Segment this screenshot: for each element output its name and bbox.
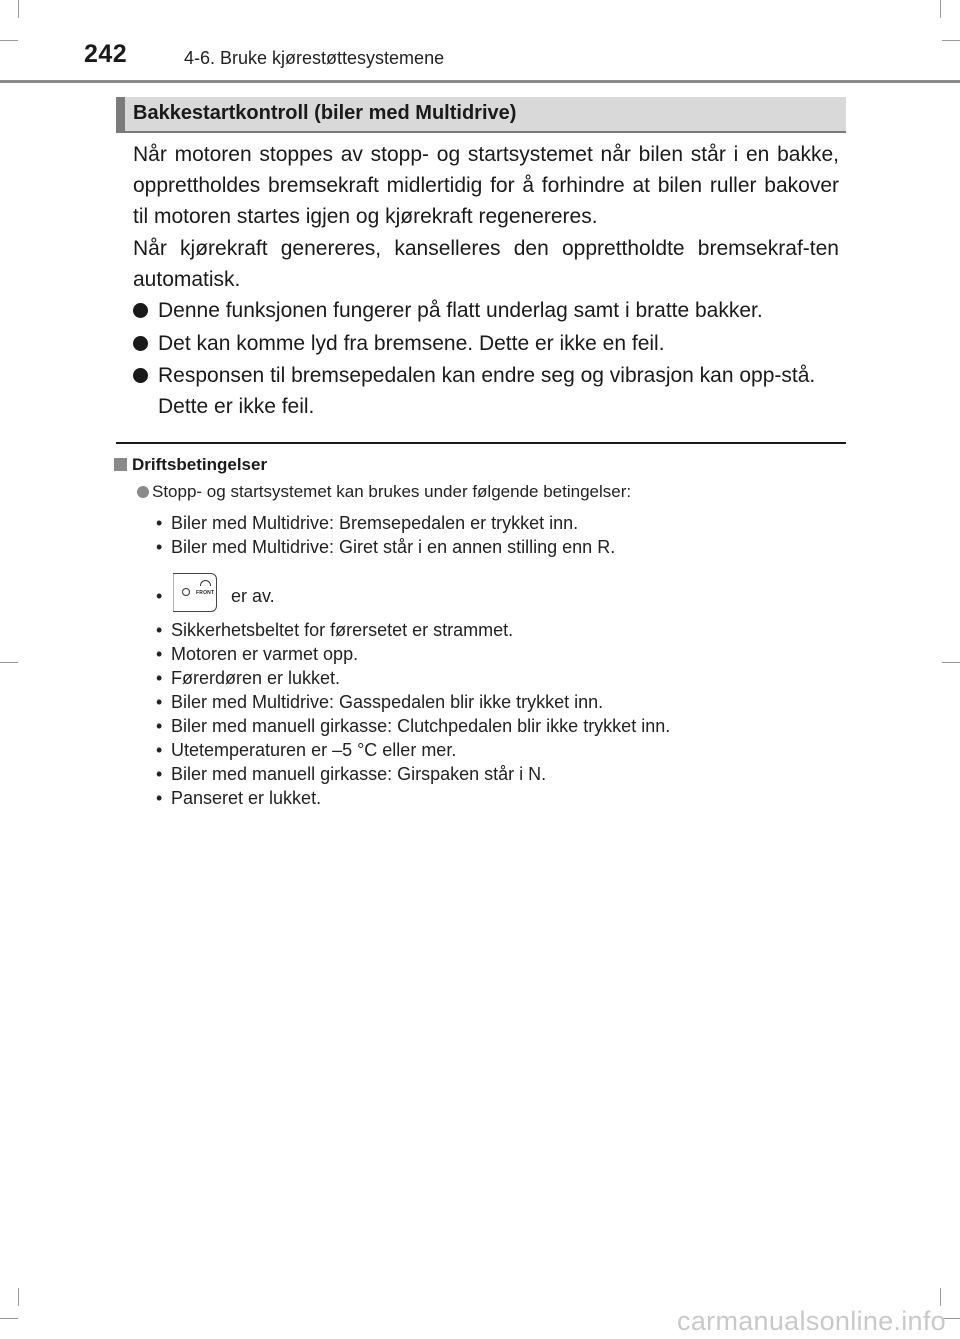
bullet-text: Responsen til bremsepedalen kan endre seg og vibrasjon kan opp-stå. Dette er ikke feil.: [158, 364, 816, 418]
condition-item: [156, 584, 171, 608]
crop-mark: [18, 0, 19, 18]
bullet-glyph: •: [156, 644, 163, 664]
page-number: 242: [84, 40, 128, 68]
condition-text: Biler med manuell girkasse: Girspaken står i N.: [171, 764, 547, 784]
crop-mark: [18, 1288, 19, 1306]
crop-mark: [942, 662, 960, 663]
condition-text: Utetemperaturen er –5 °C eller mer.: [171, 740, 457, 760]
bullet-item: [133, 360, 843, 422]
bullet-glyph: •: [156, 620, 163, 640]
gray-bullet-icon: [137, 486, 149, 498]
crop-mark: [0, 40, 18, 41]
indicator-light-icon: [182, 588, 190, 596]
watermark: carmanualsonline.info: [677, 1306, 946, 1336]
crop-mark: [0, 662, 18, 663]
paragraph: Når motoren stoppes av stopp- og startsystemet når bilen står i en bakke, opprettholdes bremsekraft midlertidig for å forhindre at bilen ruller bakover til motoren startes igjen og kjørekraft regenereres.: [133, 143, 839, 228]
condition-item: [156, 535, 615, 559]
condition-text: Biler med manuell girkasse: Clutchpedalen blir ikke trykket inn.: [171, 716, 671, 736]
bullet-dot-icon: [133, 336, 148, 351]
bullet-glyph: •: [156, 764, 163, 784]
button-label: FRONT: [196, 590, 215, 596]
crop-mark: [940, 1288, 941, 1306]
condition-item: [156, 690, 603, 714]
windshield-icon: [200, 580, 211, 586]
condition-text: Motoren er varmet opp.: [171, 644, 359, 664]
bullet-item: [133, 295, 843, 326]
bullet-dot-icon: [133, 303, 148, 318]
condition-item: [156, 738, 456, 762]
subsection-heading: [114, 455, 267, 475]
condition-item: [156, 786, 321, 810]
bullet-glyph: •: [156, 668, 163, 688]
condition-text: Førerdøren er lukket.: [171, 668, 341, 688]
condition-text: Sikkerhetsbeltet for førersetet er strammet.: [171, 620, 514, 640]
condition-item: [156, 666, 340, 690]
condition-text: Biler med Multidrive: Gasspedalen blir ikke trykket inn.: [171, 692, 604, 712]
header-rule: [0, 80, 960, 83]
condition-item: [156, 642, 358, 666]
condition-item: [156, 714, 670, 738]
bullet-text: Det kan komme lyd fra bremsene. Dette er ikke en feil.: [158, 332, 665, 355]
subsection-heading-text: Driftsbetingelser: [132, 455, 268, 474]
bullet-glyph: •: [156, 716, 163, 736]
condition-item: [156, 618, 513, 642]
bullet-glyph: •: [156, 537, 163, 557]
condition-item: [156, 762, 546, 786]
section-divider: [116, 442, 846, 444]
conditions-intro-text: Stopp- og startsystemet kan brukes under følgende betingelser:: [152, 482, 632, 501]
section-title-bar: [116, 97, 846, 133]
front-defogger-button-icon: [173, 573, 217, 612]
condition-text: Biler med Multidrive: Giret står i en annen stilling enn R.: [171, 537, 616, 557]
paragraph: Når kjørekraft genereres, kanselleres den opprettholdte bremsekraf-ten automatisk.: [133, 237, 839, 291]
condition-text: Panseret er lukket.: [171, 788, 322, 808]
bullet-item: [133, 328, 843, 359]
bullet-glyph: •: [156, 788, 163, 808]
bullet-glyph: •: [156, 513, 163, 533]
crop-mark: [942, 40, 960, 41]
condition-text: er av.: [231, 586, 275, 606]
bullet-glyph: •: [156, 586, 163, 606]
condition-text: Biler med Multidrive: Bremsepedalen er trykket inn.: [171, 513, 579, 533]
square-bullet-icon: [114, 458, 127, 471]
condition-item: [156, 511, 578, 535]
bullet-text: Denne funksjonen fungerer på flatt underlag samt i bratte bakker.: [158, 299, 763, 322]
title-accent: [116, 97, 125, 131]
crop-mark: [0, 1318, 18, 1319]
crop-mark: [940, 0, 941, 18]
bullet-dot-icon: [133, 368, 148, 383]
bullet-glyph: •: [156, 740, 163, 760]
section-title: Bakkestartkontroll (biler med Multidrive): [133, 102, 517, 124]
running-header: 4-6. Bruke kjørestøttesystemene: [184, 48, 445, 68]
bullet-glyph: •: [156, 692, 163, 712]
conditions-intro: [137, 482, 631, 502]
